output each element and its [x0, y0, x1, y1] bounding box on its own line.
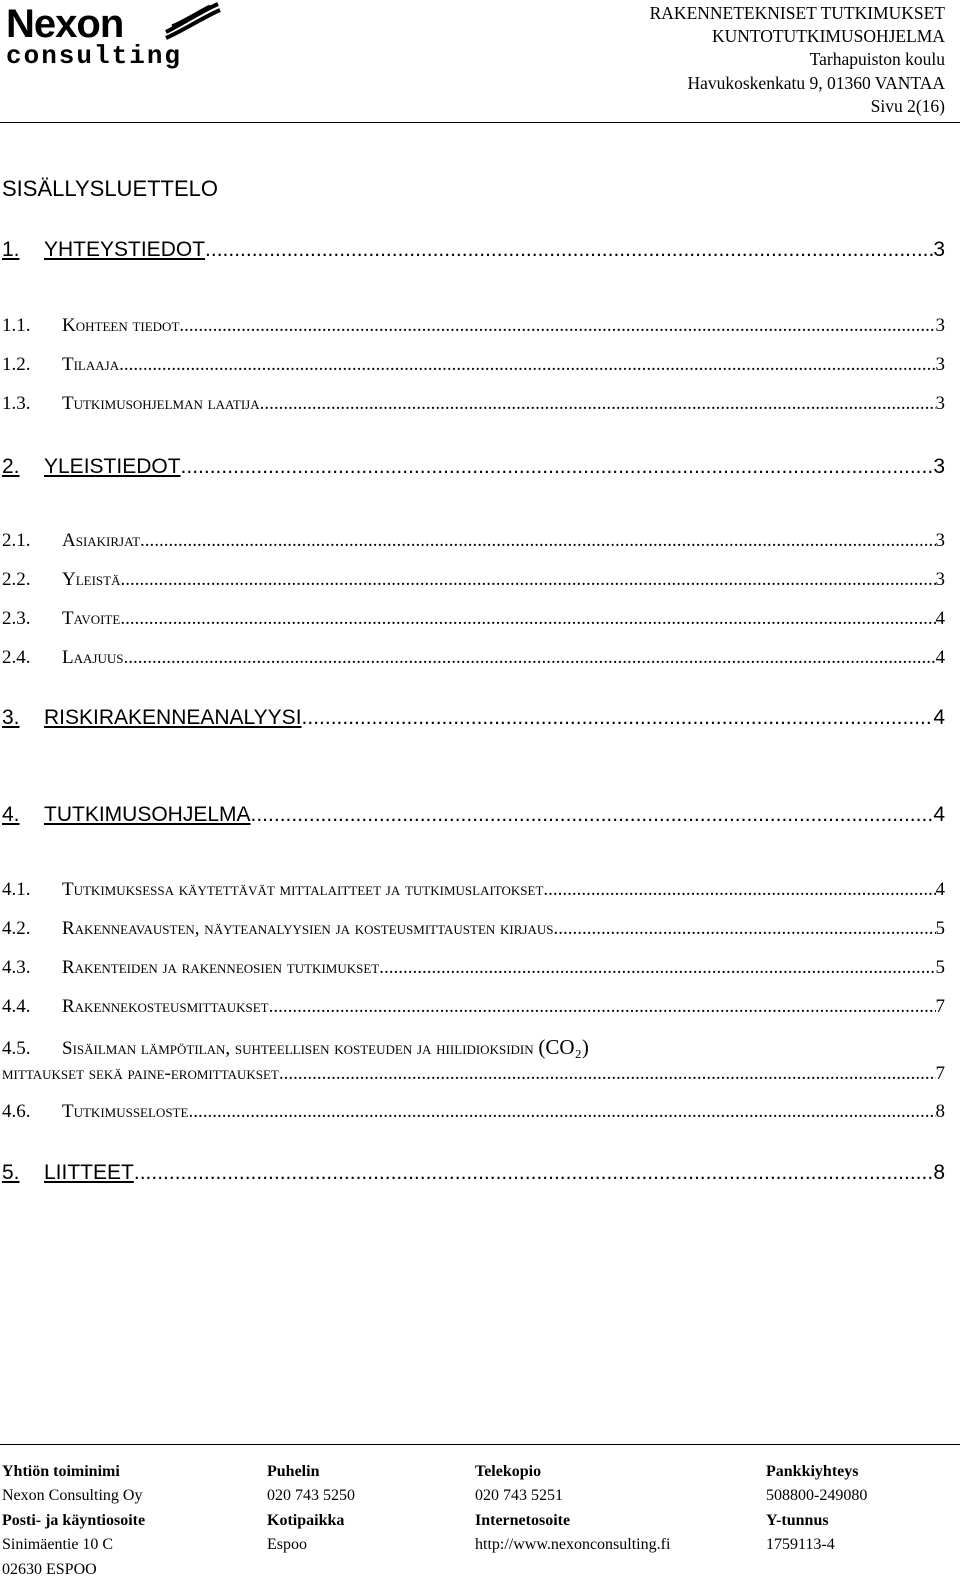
toc-page: 3	[933, 455, 945, 478]
toc-number: 4.4.	[2, 996, 31, 1017]
footer-column	[2, 1460, 145, 1582]
footer-value: Sinimäentie 10 C	[2, 1536, 114, 1554]
footer-label: Kotipaikka	[267, 1511, 345, 1529]
toc-number: 2.2.	[2, 569, 31, 590]
toc-leader	[120, 608, 935, 630]
toc-entry-title-cont: mittaukset sekä paine-eromittaukset	[2, 1063, 279, 1084]
toc-page: 3	[935, 530, 945, 551]
toc-entry-title: Rakennekosteusmittaukset	[62, 996, 269, 1017]
toc-entry-title-co2: (CO₂)	[538, 1035, 589, 1059]
toc-page: 3	[935, 569, 945, 590]
toc-title: SISÄLLYSLUETTELO	[2, 176, 219, 201]
footer-label: Posti- ja käyntiosoite	[2, 1511, 146, 1529]
toc-entry-title: Laajuus	[62, 647, 124, 668]
page-number: Sivu 2(16)	[870, 95, 945, 116]
toc-number: 4.6.	[2, 1101, 31, 1122]
toc-number: 1.3.	[2, 393, 31, 414]
footer-label: Y-tunnus	[766, 1511, 829, 1529]
toc-entry	[2, 455, 945, 479]
toc-number: 5.	[2, 1161, 20, 1184]
toc-entry-continuation	[2, 1063, 945, 1085]
toc-leader	[188, 1101, 935, 1123]
toc-entry	[2, 393, 945, 415]
toc-entry-title: Kohteen tiedot	[62, 315, 180, 336]
toc-page: 4	[935, 608, 945, 629]
footer-column	[267, 1460, 355, 1558]
toc-number: 1.1.	[2, 315, 31, 336]
toc-leader	[140, 530, 935, 552]
toc-leader	[121, 569, 936, 591]
toc-entry	[2, 957, 945, 979]
toc-entry-title: RISKIRAKENNEANALYYSI	[44, 706, 302, 729]
footer-website-link[interactable]: http://www.nexonconsulting.fi	[475, 1536, 671, 1554]
toc-page: 4	[933, 803, 945, 826]
toc-page: 3	[933, 238, 945, 261]
footer-value: 1759113-4	[766, 1536, 835, 1554]
toc-entry-title: Tilaaja	[62, 354, 120, 375]
toc-entry-title: Sisäilman lämpötilan, suhteellisen kosteuden ja hiilidioksidin	[62, 1038, 534, 1059]
company-logo	[4, 2, 224, 74]
toc-entry	[2, 1101, 945, 1123]
toc-entry-title: TUTKIMUSOHJELMA	[44, 803, 251, 826]
toc-page: 4	[933, 706, 945, 729]
footer-label: Internetosoite	[475, 1511, 571, 1529]
toc-entry-title: YHTEYSTIEDOT	[44, 238, 206, 261]
toc-page: 4	[935, 879, 945, 900]
toc-number: 4.1.	[2, 879, 31, 900]
footer-label: Telekopio	[475, 1463, 542, 1480]
toc-page: 4	[935, 647, 945, 668]
header-line: RAKENNETEKNISET TUTKIMUKSET	[649, 3, 945, 23]
toc-leader	[260, 393, 936, 415]
toc-leader	[269, 996, 936, 1018]
toc-number: 4.2.	[2, 918, 31, 939]
toc-number: 2.3.	[2, 608, 31, 629]
toc-number: 1.2.	[2, 354, 31, 375]
toc-entry	[2, 1035, 589, 1060]
footer-label: Pankkiyhteys	[766, 1463, 859, 1480]
footer-label: Puhelin	[267, 1463, 320, 1480]
toc-number: 4.3.	[2, 957, 31, 978]
toc-number: 3.	[2, 706, 20, 729]
toc-entry	[2, 608, 945, 630]
toc-leader	[279, 1063, 936, 1085]
toc-number: 4.5.	[2, 1038, 31, 1059]
toc-leader	[134, 1161, 933, 1185]
footer-value: 020 743 5251	[475, 1487, 563, 1505]
toc-page: 3	[935, 354, 945, 375]
footer-value: 02630 ESPOO	[2, 1560, 97, 1578]
footer-column	[766, 1460, 867, 1558]
footer-value: Nexon Consulting Oy	[2, 1487, 143, 1505]
toc-page: 3	[935, 315, 945, 336]
logo-swoosh-icon	[162, 2, 222, 42]
header-divider	[0, 122, 960, 123]
toc-number: 2.1.	[2, 530, 31, 551]
toc-page: 7	[935, 996, 945, 1017]
toc-entry-title: Asiakirjat	[62, 530, 141, 551]
toc-leader	[302, 706, 934, 730]
toc-page: 8	[933, 1161, 945, 1184]
footer-column	[475, 1460, 670, 1558]
logo-subtitle: consulting	[6, 41, 183, 71]
footer-divider	[0, 1444, 960, 1445]
document-header	[650, 2, 945, 118]
toc-entry	[2, 569, 945, 591]
toc-entry	[2, 879, 945, 901]
toc-number: 2.	[2, 455, 20, 478]
footer-value: 508800-249080	[766, 1487, 868, 1505]
toc-entry	[2, 803, 945, 827]
toc-number: 1.	[2, 238, 20, 261]
toc-leader	[181, 455, 934, 479]
toc-number: 4.	[2, 803, 20, 826]
footer-value: Espoo	[267, 1536, 307, 1554]
toc-entry-title: Tutkimuksessa käytettävät mittalaitteet ja tutkimuslaitokset	[62, 879, 544, 900]
footer-label: Yhtiön toiminimi	[2, 1463, 120, 1480]
toc-leader	[554, 918, 936, 940]
toc-entry-title: Rakenneavausten, näyteanalyysien ja kosteusmittausten kirjaus	[62, 918, 554, 939]
toc-entry-title: YLEISTIEDOT	[44, 455, 181, 478]
toc-page: 7	[935, 1063, 945, 1084]
toc-leader	[379, 957, 935, 979]
toc-entry	[2, 918, 945, 940]
toc-entry-title: Yleistä	[62, 569, 121, 590]
toc-leader	[251, 803, 934, 827]
logo-wordmark: Nexon	[6, 2, 124, 46]
toc-entry-title: Tutkimusseloste	[62, 1101, 189, 1122]
toc-page: 5	[935, 957, 945, 978]
toc-page: 5	[935, 918, 945, 939]
toc-entry	[2, 315, 945, 337]
header-line: Havukoskenkatu 9, 01360 VANTAA	[687, 72, 945, 93]
toc-entry-title: Rakenteiden ja rakenneosien tutkimukset	[62, 957, 380, 978]
toc-leader	[205, 238, 933, 262]
toc-entry	[2, 647, 945, 669]
toc-entry	[2, 1161, 945, 1185]
toc-entry-title: LIITTEET	[44, 1161, 134, 1184]
header-line: Tarhapuiston koulu	[809, 49, 945, 70]
toc-leader	[123, 647, 935, 669]
toc-leader	[543, 879, 935, 901]
footer-value: 020 743 5250	[267, 1487, 355, 1505]
header-line: KUNTOTUTKIMUSOHJELMA	[711, 26, 945, 47]
toc-entry	[2, 238, 945, 262]
toc-entry	[2, 706, 945, 730]
toc-entry	[2, 354, 945, 376]
toc-entry-title: Tavoite	[62, 608, 121, 629]
toc-page: 3	[935, 393, 945, 414]
toc-number: 2.4.	[2, 647, 31, 668]
toc-entry	[2, 996, 945, 1018]
toc-leader	[179, 315, 935, 337]
toc-page: 8	[935, 1101, 945, 1122]
toc-leader	[119, 354, 935, 376]
toc-entry	[2, 530, 945, 552]
toc-entry-title: Tutkimusohjelman laatija	[62, 393, 260, 414]
